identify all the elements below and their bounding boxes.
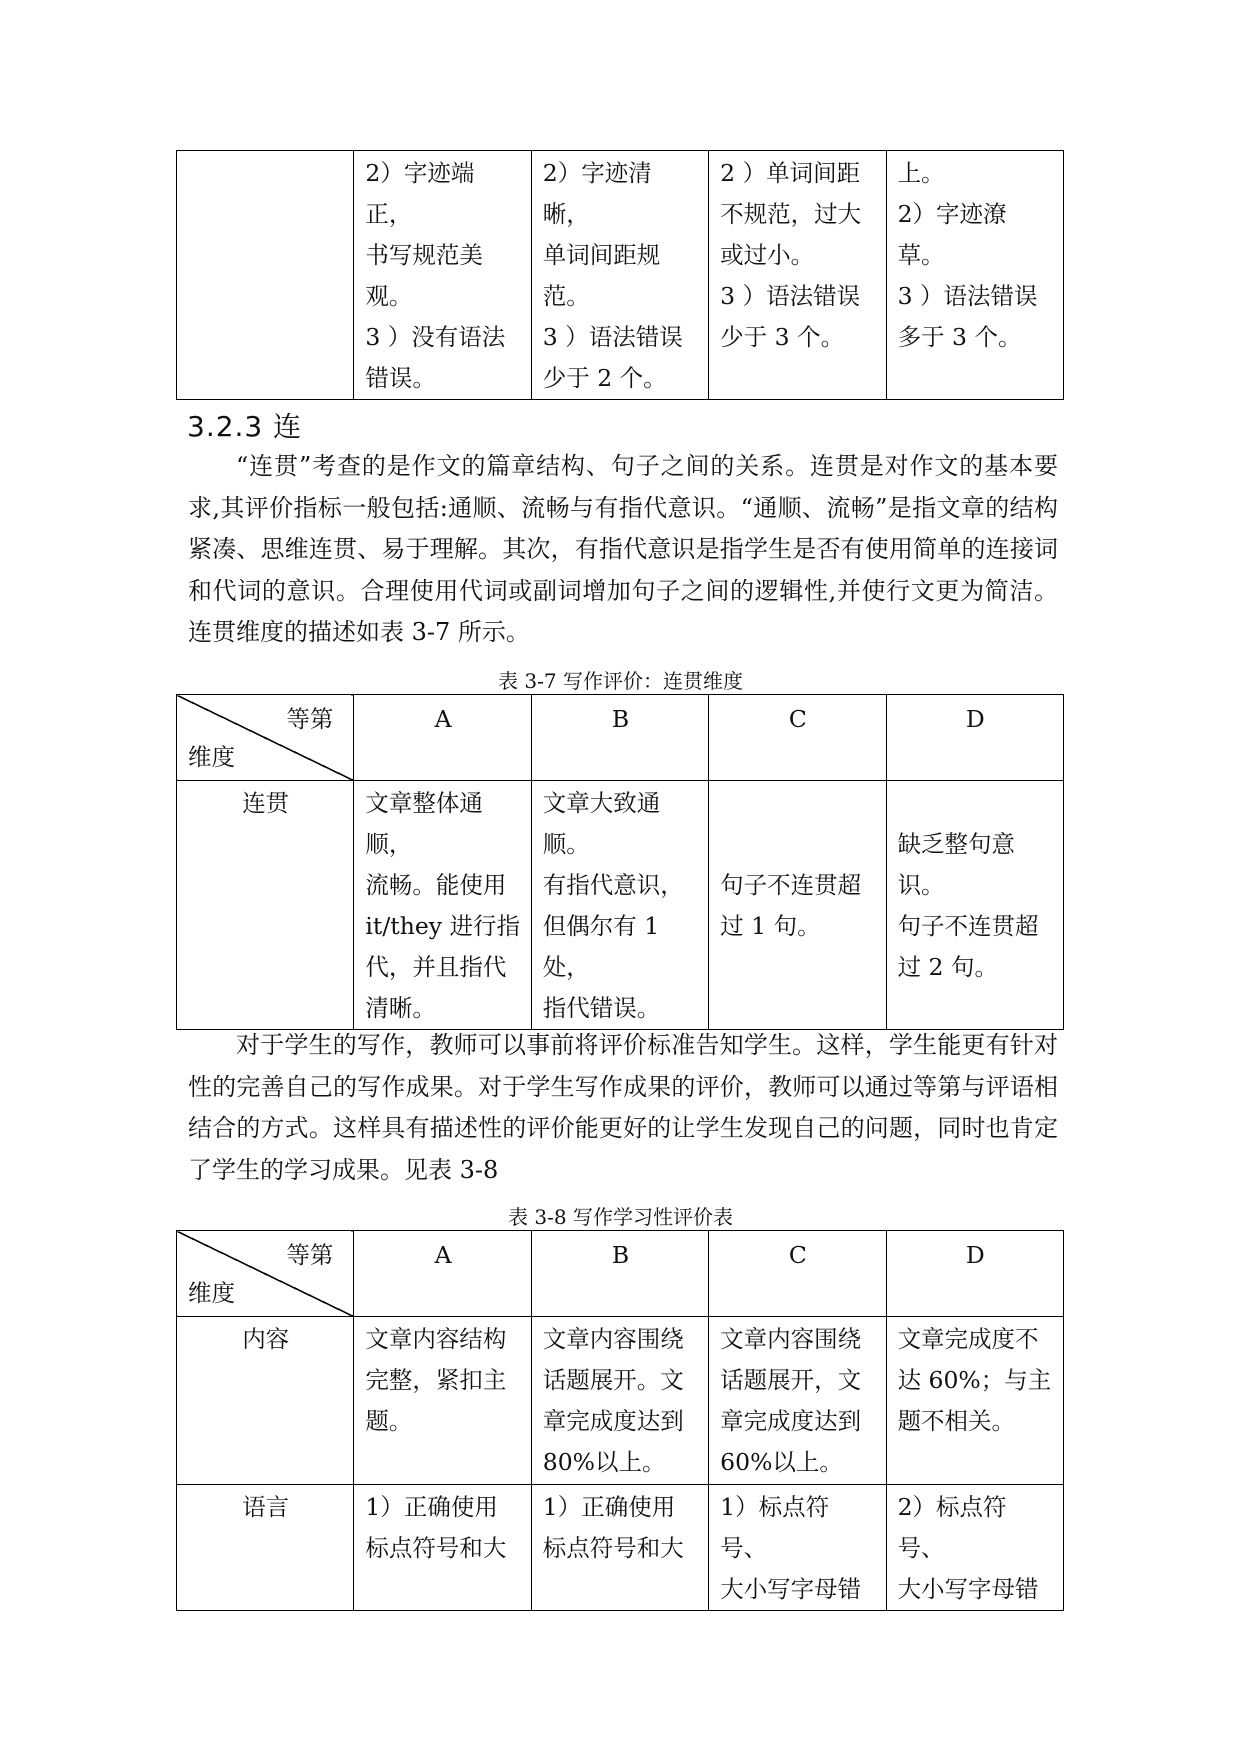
cell-line: 3 ）没有语法 xyxy=(365,323,506,351)
cell-line: 句子不连贯超 xyxy=(897,912,1039,940)
grade-header: C xyxy=(709,695,886,781)
cell-line: 流畅。能使用 xyxy=(365,871,507,899)
cell-line: 过 2 句。 xyxy=(897,953,998,981)
table-header-row xyxy=(177,1231,1064,1317)
table-cell xyxy=(709,1317,886,1485)
table-cell xyxy=(709,781,886,1030)
cell-line: 文章整体通顺， xyxy=(365,789,483,858)
cell-line: 大小写字母错 xyxy=(720,1575,862,1603)
grade-label: 等第 xyxy=(286,1241,334,1269)
cell-line: 章完成度达到 xyxy=(542,1407,684,1435)
grade-header: D xyxy=(886,1231,1063,1317)
table-row xyxy=(177,1485,1064,1611)
table-cell xyxy=(531,781,708,1030)
paragraph: “连贯”考查的是作文的篇章结构、句子之间的关系。连贯是对作文的基本要求,其评价指标一般包括:通顺、流畅与有指代意识。“通顺、流畅”是指文章的结构紧凑、思维连贯、易于理解。其次，有指代意识是指学生是否有使用简单的连接词和代词的意识。合理使用代词或副词增加句子之间的逻辑性,并使行文更为简洁。连贯维度的描述如表 3-7 所示。 xyxy=(188,452,1058,646)
cell-line: 文章内容围绕 xyxy=(720,1325,862,1353)
cell-line: 60%以上。 xyxy=(720,1448,843,1476)
cell-line: 缺乏整句意识。 xyxy=(897,830,1016,899)
cell-line: 文章完成度不 xyxy=(897,1325,1039,1353)
cell-line: 3 ）语法错误 xyxy=(542,323,683,351)
cell-line: 2）字迹潦草。 xyxy=(897,200,1007,269)
cell-line: 少于 2 个。 xyxy=(542,364,667,392)
cell-line: 题不相关。 xyxy=(897,1407,1016,1435)
diagonal-header-cell xyxy=(177,695,354,781)
cell-line: it/they 进行指 xyxy=(365,912,520,940)
table-cell xyxy=(531,151,708,400)
table-row xyxy=(177,151,1064,400)
cell-line: 标点符号和大 xyxy=(542,1534,684,1562)
cell-line: 标点符号和大 xyxy=(365,1534,507,1562)
cell-line: 书写规范美观。 xyxy=(365,241,483,310)
table-cell xyxy=(531,1485,708,1611)
table-cell xyxy=(709,151,886,400)
cell-line: 话题展开。文 xyxy=(542,1366,684,1394)
cell-line: 达 60%；与主 xyxy=(897,1366,1052,1394)
coherence-table xyxy=(176,694,1064,1030)
cell-line: 过 1 句。 xyxy=(720,912,821,940)
cell-line: 1）正确使用 xyxy=(365,1493,498,1521)
cell-line: 不规范，过大 xyxy=(720,200,862,228)
table-cell xyxy=(354,151,531,400)
cell-line: 上。 xyxy=(897,159,945,187)
cell-line: 文章内容围绕 xyxy=(542,1325,684,1353)
cell-line: 1）标点符号、 xyxy=(720,1493,830,1562)
table-cell xyxy=(354,781,531,1030)
cell-line: 2）标点符号、 xyxy=(897,1493,1007,1562)
cell-line: 单词间距规范。 xyxy=(542,241,661,310)
row-label: 连贯 xyxy=(177,781,354,1030)
cell-line: 句子不连贯超 xyxy=(720,871,862,899)
cell-line: 错误。 xyxy=(365,364,436,392)
cell-line: 文章内容结构 xyxy=(365,1325,507,1353)
grade-header: A xyxy=(354,695,531,781)
row-label: 语言 xyxy=(177,1485,354,1611)
cell-line: 话题展开，文 xyxy=(720,1366,862,1394)
table-row xyxy=(177,1317,1064,1485)
table-caption: 表 3-7 写作评价：连贯维度 xyxy=(498,669,743,693)
table-cell xyxy=(531,1317,708,1485)
cell-line: 80%以上。 xyxy=(542,1448,666,1476)
cell-line: 2 ）单词间距 xyxy=(720,159,861,187)
grade-header: C xyxy=(709,1231,886,1317)
table-cell xyxy=(886,151,1063,400)
table-cell xyxy=(886,781,1063,1030)
cell-line: 代，并且指代 xyxy=(365,953,507,981)
diagonal-header-cell xyxy=(177,1231,354,1317)
table-cell xyxy=(886,1317,1063,1485)
grade-header: D xyxy=(886,695,1063,781)
paragraph: 对于学生的写作，教师可以事前将评价标准告知学生。这样，学生能更有针对性的完善自己的写作成果。对于学生写作成果的评价，教师可以通过等第与评语相结合的方式。这样具有描述性的评价能更好的让学生发现自己的问题，同时也肯定了学生的学习成果。见表 3-8 xyxy=(188,1031,1058,1184)
table-cell xyxy=(354,1317,531,1485)
cell-line: 题。 xyxy=(365,1407,413,1435)
cell-line: 大小写字母错 xyxy=(897,1575,1039,1603)
cell-line: 3 ）语法错误 xyxy=(897,282,1038,310)
table-header-row xyxy=(177,695,1064,781)
table-cell xyxy=(886,1485,1063,1611)
grade-header: B xyxy=(531,695,708,781)
grade-header: A xyxy=(354,1231,531,1317)
table-cell xyxy=(354,1485,531,1611)
cell-line: 有指代意识， xyxy=(542,871,684,899)
dimension-label: 维度 xyxy=(188,1279,235,1307)
table-caption: 表 3-8 写作学习性评价表 xyxy=(508,1205,733,1229)
cell-line: 或过小。 xyxy=(720,241,815,269)
table-row xyxy=(177,781,1064,1030)
cell-line: 指代错误。 xyxy=(542,994,661,1022)
dimension-label: 维度 xyxy=(188,743,235,771)
cell-line: 清晰。 xyxy=(365,994,436,1022)
cell-line: 多于 3 个。 xyxy=(897,323,1022,351)
cell-line: 完整，紧扣主 xyxy=(365,1366,507,1394)
section-heading: 3.2.3 连 xyxy=(187,410,303,443)
row-label: 内容 xyxy=(177,1317,354,1485)
table-cell xyxy=(177,151,354,400)
cell-line: 文章大致通顺。 xyxy=(542,789,661,858)
cell-line: 章完成度达到 xyxy=(720,1407,862,1435)
table-cell xyxy=(709,1485,886,1611)
grade-header: B xyxy=(531,1231,708,1317)
cell-line: 1）正确使用 xyxy=(542,1493,676,1521)
cell-line: 但偶尔有 1 处， xyxy=(542,912,660,981)
cell-line: 2）字迹端正， xyxy=(365,159,475,228)
cell-line: 2）字迹清晰， xyxy=(542,159,652,228)
cell-line: 3 ）语法错误 xyxy=(720,282,861,310)
grade-label: 等第 xyxy=(286,705,334,733)
cell-line: 少于 3 个。 xyxy=(720,323,845,351)
continued-table xyxy=(176,150,1064,400)
writing-evaluation-table xyxy=(176,1230,1064,1611)
